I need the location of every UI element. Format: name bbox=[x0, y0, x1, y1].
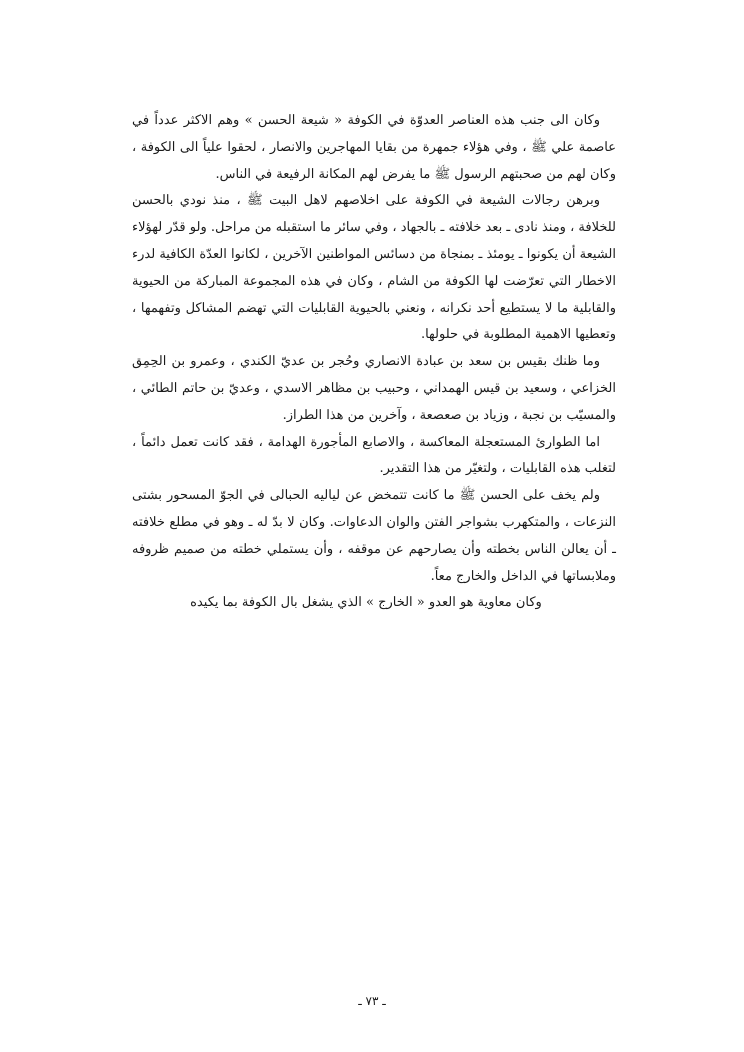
paragraph-4: اما الطوارئ المستعجلة المعاكسة ، والاصابع المأجورة الهدامة ، فقد كانت تعمل دائماً ، لتغلب هذه القابليات ، ولتغيّر من هذا التقدير. bbox=[132, 434, 616, 477]
body-text bbox=[132, 108, 616, 617]
paragraph-1: وكان الى جنب هذه العناصر العدوّة في الكوفة « شيعة الحسن » وهم الاكثر عدداً في عاصمة علي ﷺ ، وفي هؤلاء جمهرة من بقايا المهاجرين والانصار ، لحقوا علياً الى الكوفة ، وكان لهم من صحبتهم الرسول ﷺ ما يفرض لهم المكانة الرفيعة في الناس. bbox=[132, 113, 616, 182]
paragraph-2: وبرهن رجالات الشيعة في الكوفة على اخلاصهم لاهل البيت ﷺ ، منذ نودي بالحسن للخلافة ، ومنذ نادى ـ بعد خلافته ـ بالجهاد ، وفي سائر ما استقبله من مراحل. ولو قدّر لهؤلاء الشيعة أن يكونوا ـ يومئذ ـ بمنجاة من دسائس المواطنين الآخرين ، لكانوا العدّة الكافية لدرء الاخطار التي تعرّضت لها الكوفة من الشام ، وكان في هذه المجموعة المباركة من الحيوية والقابلية ما لا يستطيع أحد نكرانه ، ونعني بالحيوية القابليات التي تهضم المشاكل وتفهمها ، وتعطيها الاهمية المطلوبة في حلولها. bbox=[132, 193, 616, 343]
paragraph-6: وكان معاوية هو العدو « الخارج » الذي يشغل بال الكوفة بما يكيده bbox=[190, 595, 542, 611]
page-number: ـ ٧٣ ـ bbox=[358, 994, 386, 1008]
paragraph-3: وما ظنك بقيس بن سعد بن عبادة الانصاري وحُجر بن عديّ الكندي ، وعمرو بن الحِمِق الخزاعي ، وسعيد بن قيس الهمداني ، وحبيب بن مظاهر الاسدي ، وعديّ بن حاتم الطائي ، والمسيّب بن نجبة ، وزياد بن صعصعة ، وآخرين من هذا الطراز. bbox=[132, 354, 616, 423]
paragraph-5: ولم يخف على الحسن ﷺ ما كانت تتمخض عن لياليه الحبالى في الجوّ المسحور بشتى النزعات ، والمتكهرب بشواجر الفتن والوان الدعاوات. وكان لا بدّ له ـ وهو في مطلع خلافته ـ أن يعالن الناس بخطته وأن يصارحهم عن موقفه ، وأن يستملي خطته من صميم ظروفه وملابساتها في الداخل والخارج معاً. bbox=[132, 488, 616, 584]
